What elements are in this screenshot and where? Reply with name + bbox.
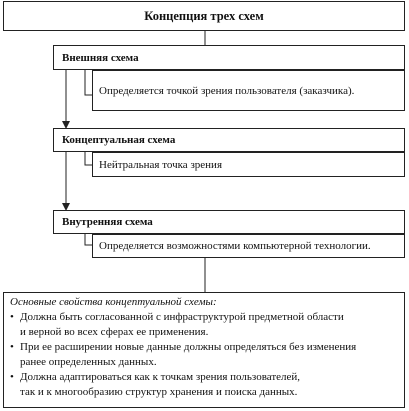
- conceptual-scheme-box: Концептуальная схема: [53, 128, 405, 152]
- internal-scheme-description: Определяется возможностями компьютерной технологии.: [92, 234, 405, 258]
- external-connector: [85, 70, 92, 95]
- conceptual-connector: [85, 152, 92, 165]
- diagram-title: Концепция трех схем: [3, 1, 405, 31]
- properties-heading: Основные свойства концептуальной схемы:: [10, 296, 217, 308]
- properties-panel: [3, 292, 405, 408]
- property-item: • Должна адаптироваться как к точкам зрения пользователей, так и к многообразию структур хранения и поиска данных.: [10, 370, 398, 400]
- external-scheme-box: Внешняя схема: [53, 45, 405, 70]
- external-scheme-description: Определяется точкой зрения пользователя (заказчика).: [92, 70, 405, 111]
- conceptual-scheme-description: Нейтральная точка зрения: [92, 152, 405, 177]
- internal-connector: [85, 234, 92, 245]
- internal-scheme-box: Внутренняя схема: [53, 210, 405, 234]
- properties-list: [10, 310, 398, 400]
- property-item: • Должна быть согласованной с инфраструктурой предметной области и верной во всех сферах ее применения.: [10, 310, 398, 340]
- property-item: • При ее расширении новые данные должны определяться без изменения ранее определенных данных.: [10, 340, 398, 370]
